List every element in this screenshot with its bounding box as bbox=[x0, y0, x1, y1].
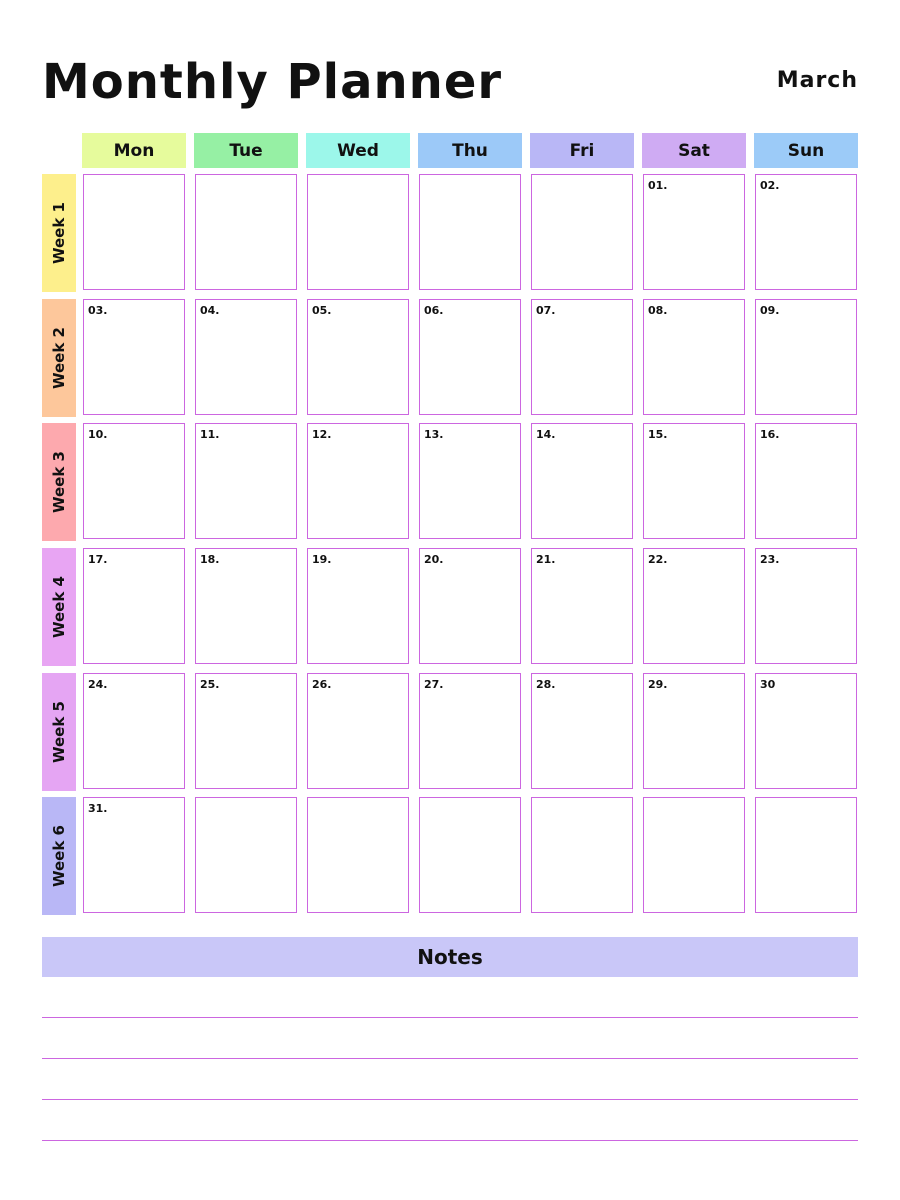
date-number: 06. bbox=[424, 304, 444, 317]
day-cell[interactable] bbox=[755, 548, 857, 664]
date-number: 18. bbox=[200, 553, 220, 566]
date-number: 19. bbox=[312, 553, 332, 566]
date-number: 07. bbox=[536, 304, 556, 317]
day-cell[interactable] bbox=[195, 174, 297, 290]
week-label-text: Week 3 bbox=[50, 451, 68, 513]
day-cell[interactable] bbox=[419, 423, 521, 539]
date-number: 08. bbox=[648, 304, 668, 317]
date-number: 11. bbox=[200, 428, 220, 441]
date-number: 02. bbox=[760, 179, 780, 192]
day-cell[interactable] bbox=[307, 673, 409, 789]
date-number: 28. bbox=[536, 678, 556, 691]
week-label-5 bbox=[42, 673, 76, 791]
day-cell[interactable] bbox=[531, 299, 633, 415]
date-number: 26. bbox=[312, 678, 332, 691]
date-number: 22. bbox=[648, 553, 668, 566]
day-header-tue: Tue bbox=[194, 133, 298, 168]
day-cell[interactable] bbox=[643, 548, 745, 664]
day-cell[interactable] bbox=[755, 673, 857, 789]
day-cell[interactable] bbox=[643, 797, 745, 913]
date-number: 20. bbox=[424, 553, 444, 566]
week-label-text: Week 1 bbox=[50, 202, 68, 264]
day-cell[interactable] bbox=[307, 423, 409, 539]
week-label-6 bbox=[42, 797, 76, 915]
day-header-mon: Mon bbox=[82, 133, 186, 168]
day-cell[interactable] bbox=[643, 423, 745, 539]
date-number: 14. bbox=[536, 428, 556, 441]
date-number: 16. bbox=[760, 428, 780, 441]
day-cell[interactable] bbox=[195, 299, 297, 415]
day-header-wed: Wed bbox=[306, 133, 410, 168]
week-label-1 bbox=[42, 174, 76, 292]
day-cell[interactable] bbox=[195, 673, 297, 789]
day-cell[interactable] bbox=[83, 174, 185, 290]
week-label-text: Week 2 bbox=[50, 327, 68, 389]
date-number: 17. bbox=[88, 553, 108, 566]
day-header-sun: Sun bbox=[754, 133, 858, 168]
date-number: 05. bbox=[312, 304, 332, 317]
day-cell[interactable] bbox=[531, 548, 633, 664]
day-cell[interactable] bbox=[531, 673, 633, 789]
week-label-text: Week 4 bbox=[50, 576, 68, 638]
week-label-2 bbox=[42, 299, 76, 417]
day-cell[interactable] bbox=[307, 174, 409, 290]
day-cell[interactable] bbox=[755, 174, 857, 290]
notes-header: Notes bbox=[42, 937, 858, 977]
day-header-fri: Fri bbox=[530, 133, 634, 168]
week-label-4 bbox=[42, 548, 76, 666]
note-line[interactable] bbox=[42, 1017, 858, 1018]
day-cell[interactable] bbox=[419, 673, 521, 789]
date-number: 15. bbox=[648, 428, 668, 441]
day-cell[interactable] bbox=[531, 423, 633, 539]
day-cell[interactable] bbox=[307, 548, 409, 664]
day-cell[interactable] bbox=[419, 797, 521, 913]
note-line[interactable] bbox=[42, 1140, 858, 1141]
date-number: 31. bbox=[88, 802, 108, 815]
date-number: 03. bbox=[88, 304, 108, 317]
day-cell[interactable] bbox=[195, 423, 297, 539]
note-line[interactable] bbox=[42, 1058, 858, 1059]
date-number: 12. bbox=[312, 428, 332, 441]
page-title: Monthly Planner bbox=[42, 54, 503, 110]
day-cell[interactable] bbox=[307, 797, 409, 913]
day-cell[interactable] bbox=[643, 174, 745, 290]
date-number: 09. bbox=[760, 304, 780, 317]
day-cell[interactable] bbox=[643, 299, 745, 415]
date-number: 04. bbox=[200, 304, 220, 317]
week-label-3 bbox=[42, 423, 76, 541]
date-number: 29. bbox=[648, 678, 668, 691]
day-cell[interactable] bbox=[419, 548, 521, 664]
day-header-thu: Thu bbox=[418, 133, 522, 168]
day-cell[interactable] bbox=[419, 174, 521, 290]
note-line[interactable] bbox=[42, 1099, 858, 1100]
day-cell[interactable] bbox=[195, 797, 297, 913]
day-cell[interactable] bbox=[643, 673, 745, 789]
day-cell[interactable] bbox=[83, 299, 185, 415]
date-number: 24. bbox=[88, 678, 108, 691]
date-number: 13. bbox=[424, 428, 444, 441]
date-number: 27. bbox=[424, 678, 444, 691]
day-cell[interactable] bbox=[83, 797, 185, 913]
date-number: 01. bbox=[648, 179, 668, 192]
day-cell[interactable] bbox=[83, 423, 185, 539]
date-number: 30 bbox=[760, 678, 776, 691]
date-number: 10. bbox=[88, 428, 108, 441]
date-number: 23. bbox=[760, 553, 780, 566]
day-cell[interactable] bbox=[531, 174, 633, 290]
day-header-sat: Sat bbox=[642, 133, 746, 168]
date-number: 25. bbox=[200, 678, 220, 691]
month-label: March bbox=[776, 68, 858, 93]
day-cell[interactable] bbox=[83, 673, 185, 789]
day-cell[interactable] bbox=[83, 548, 185, 664]
day-cell[interactable] bbox=[195, 548, 297, 664]
week-label-text: Week 5 bbox=[50, 701, 68, 763]
day-cell[interactable] bbox=[755, 299, 857, 415]
day-cell[interactable] bbox=[419, 299, 521, 415]
day-cell[interactable] bbox=[755, 797, 857, 913]
day-cell[interactable] bbox=[755, 423, 857, 539]
date-number: 21. bbox=[536, 553, 556, 566]
day-cell[interactable] bbox=[307, 299, 409, 415]
day-cell[interactable] bbox=[531, 797, 633, 913]
week-label-text: Week 6 bbox=[50, 825, 68, 887]
